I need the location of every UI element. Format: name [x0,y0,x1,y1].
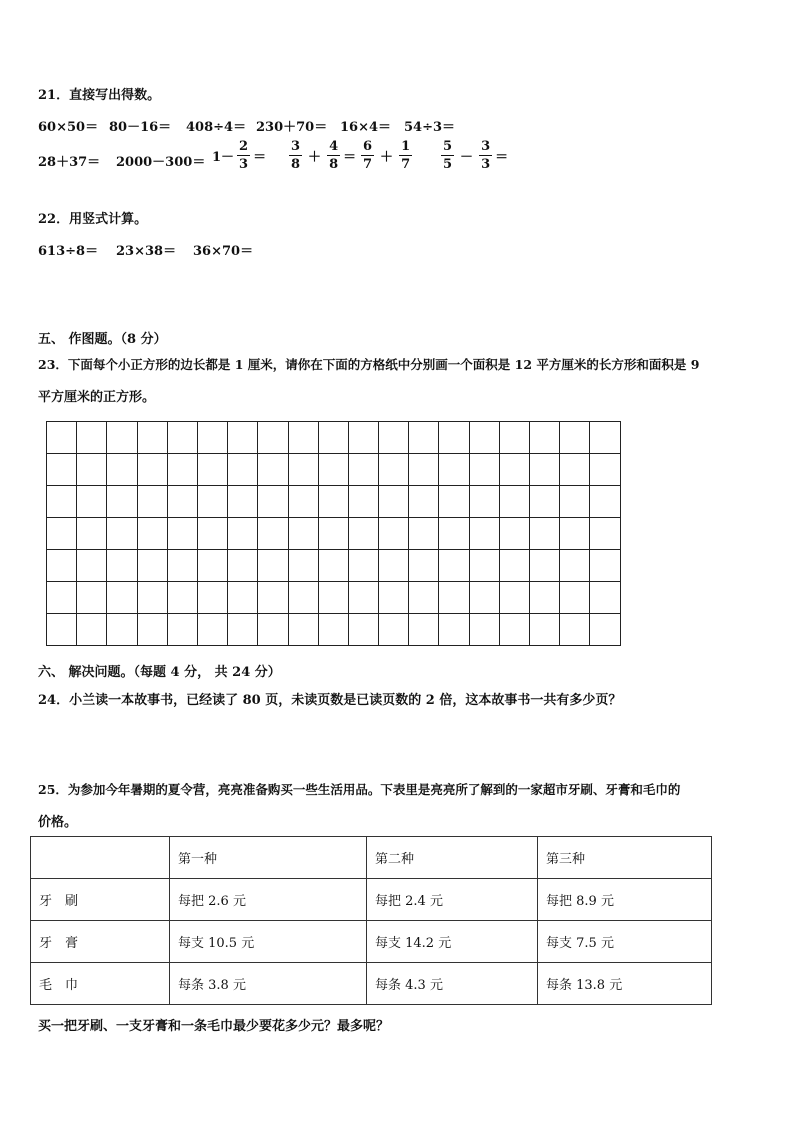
q21-fraction-expr-4 [438,140,508,171]
grid-cell[interactable] [318,614,348,646]
grid-row [47,614,621,646]
q22-item-1: 613÷8＝ [38,244,99,259]
grid-cell[interactable] [137,550,167,582]
grid-cell[interactable] [167,614,197,646]
table-cell: 每把 2.6 元 [170,879,367,921]
grid-cell[interactable] [379,550,409,582]
grid-row [47,582,621,614]
grid-cell[interactable] [77,486,107,518]
grid-cell[interactable] [107,454,137,486]
grid-cell[interactable] [107,422,137,454]
grid-cell[interactable] [560,582,590,614]
q22-item-3: 36×70＝ [193,244,254,259]
q21-r1-6: 54÷3＝ [404,120,456,135]
grid-row [47,422,621,454]
grid-cell[interactable] [560,486,590,518]
grid-cell[interactable] [439,422,469,454]
q25-line2: 价格。 [38,815,78,830]
grid-cell[interactable] [469,454,499,486]
grid-cell[interactable] [530,582,560,614]
grid-cell[interactable] [469,582,499,614]
grid-cell[interactable] [77,614,107,646]
grid-cell[interactable] [590,454,620,486]
grid-cell[interactable] [47,550,77,582]
grid-cell[interactable] [409,550,439,582]
q21-r1-1: 60×50＝ [38,120,99,135]
q21-fraction-expr-1 [212,140,266,171]
grid-cell[interactable] [197,582,227,614]
q25-line1: 25．为参加今年暑期的夏令营，亮亮准备购买一些生活用品。下表里是亮亮所了解到的一家超市牙刷、牙膏和毛巾的 [38,782,681,797]
q21-r2-2: 2000－300＝ [116,155,206,170]
denominator: 8 [291,157,301,172]
grid-cell[interactable] [167,582,197,614]
grid-cell[interactable] [228,550,258,582]
grid-cell[interactable] [167,486,197,518]
drawing-grid[interactable] [46,421,621,646]
grid-cell[interactable] [409,518,439,550]
grid-cell[interactable] [590,486,620,518]
q21-title: 21．直接写出得数。 [38,88,161,103]
grid-cell[interactable] [530,518,560,550]
grid-cell[interactable] [560,422,590,454]
grid-cell[interactable] [47,582,77,614]
grid-cell[interactable] [288,550,318,582]
price-table [30,836,712,1005]
grid-cell[interactable] [439,550,469,582]
grid-cell[interactable] [318,582,348,614]
grid-cell[interactable] [379,454,409,486]
grid-cell[interactable] [258,582,288,614]
grid-cell[interactable] [348,518,378,550]
grid-cell[interactable] [499,454,529,486]
grid-cell[interactable] [258,454,288,486]
grid-cell[interactable] [107,518,137,550]
grid-cell[interactable] [47,518,77,550]
grid-cell[interactable] [590,550,620,582]
denominator: 3 [481,157,491,172]
table-cell: 每把 2.4 元 [367,879,538,921]
grid-cell[interactable] [318,550,348,582]
denominator: 7 [401,157,411,172]
table-header-row [31,837,712,879]
denominator: 5 [443,157,453,172]
denominator: 7 [363,157,373,172]
grid-cell[interactable] [409,614,439,646]
grid-cell[interactable] [258,422,288,454]
grid-cell[interactable] [560,454,590,486]
fraction [399,140,412,171]
grid-cell[interactable] [77,550,107,582]
operator: ＋ [308,150,322,165]
grid-cell[interactable] [167,550,197,582]
grid-cell[interactable] [560,518,590,550]
section6-title: 六、 解决问题。（每题 4 分， 共 24 分） [38,665,281,680]
grid-row [47,518,621,550]
grid-cell[interactable] [590,614,620,646]
grid-cell[interactable] [167,454,197,486]
grid-cell[interactable] [499,518,529,550]
table-row [31,963,712,1005]
denominator: 3 [239,157,249,172]
grid-cell[interactable] [47,614,77,646]
grid-cell[interactable] [137,518,167,550]
grid-cell[interactable] [348,582,378,614]
grid-cell[interactable] [499,550,529,582]
fraction [441,140,454,171]
table-cell: 每把 8.9 元 [538,879,712,921]
table-cell: 毛 巾 [31,963,170,1005]
grid-cell[interactable] [499,582,529,614]
grid-cell[interactable] [530,454,560,486]
grid-cell[interactable] [137,614,167,646]
grid-cell[interactable] [379,422,409,454]
grid-cell[interactable] [197,422,227,454]
grid-cell[interactable] [107,486,137,518]
q23-line1: 23．下面每个小正方形的边长都是 1 厘米，请你在下面的方格纸中分别画一个面积是 12 平方厘米的长方形和面积是 9 [38,357,700,372]
equals-sign: ＝ [343,150,357,165]
table-header-cell: 第一种 [170,837,367,879]
fraction [479,140,492,171]
grid-cell[interactable] [137,454,167,486]
grid-cell[interactable] [137,422,167,454]
grid-cell[interactable] [288,454,318,486]
grid-cell[interactable] [228,582,258,614]
grid-cell[interactable] [469,614,499,646]
table-cell: 每条 13.8 元 [538,963,712,1005]
grid-cell[interactable] [47,486,77,518]
grid-cell[interactable] [288,614,318,646]
table-cell: 每支 10.5 元 [170,921,367,963]
grid-cell[interactable] [228,518,258,550]
equals-sign: ＝ [253,150,267,165]
grid-cell[interactable] [197,518,227,550]
grid-cell[interactable] [107,550,137,582]
grid-cell[interactable] [107,582,137,614]
fraction-lead: 1－ [212,150,235,165]
q21-fraction-expr-3 [358,140,415,171]
grid-cell[interactable] [409,582,439,614]
table-header-cell: 第二种 [367,837,538,879]
grid-cell[interactable] [499,614,529,646]
grid-cell[interactable] [590,582,620,614]
grid-cell[interactable] [77,454,107,486]
fraction [361,140,374,171]
grid-cell[interactable] [499,486,529,518]
q21-r1-5: 16×4＝ [340,120,392,135]
grid-cell[interactable] [439,486,469,518]
numerator: 2 [239,139,249,154]
table-cell: 每条 3.8 元 [170,963,367,1005]
grid-cell[interactable] [258,614,288,646]
grid-cell[interactable] [137,486,167,518]
grid-cell[interactable] [348,454,378,486]
grid-cell[interactable] [288,422,318,454]
grid-cell[interactable] [137,582,167,614]
grid-cell[interactable] [348,486,378,518]
numerator: 4 [329,139,339,154]
grid-cell[interactable] [167,422,197,454]
denominator: 8 [329,157,339,172]
grid-cell[interactable] [258,486,288,518]
numerator: 3 [291,139,301,154]
grid-cell[interactable] [379,486,409,518]
table-header-cell: 第三种 [538,837,712,879]
grid-cell[interactable] [77,518,107,550]
q21-r1-4: 230＋70＝ [256,120,328,135]
q21-r1-3: 408÷4＝ [186,120,247,135]
grid-cell[interactable] [197,454,227,486]
grid-cell[interactable] [560,550,590,582]
table-row [31,921,712,963]
grid-cell[interactable] [439,582,469,614]
grid-cell[interactable] [228,454,258,486]
grid-cell[interactable] [318,454,348,486]
equals-sign: ＝ [495,150,509,165]
table-cell: 每支 14.2 元 [367,921,538,963]
grid-cell[interactable] [379,614,409,646]
table-cell: 牙 刷 [31,879,170,921]
numerator: 3 [481,139,491,154]
grid-cell[interactable] [288,486,318,518]
grid-cell[interactable] [288,518,318,550]
grid-cell[interactable] [530,422,560,454]
q23-line2: 平方厘米的正方形。 [38,390,156,405]
grid-cell[interactable] [469,518,499,550]
numerator: 6 [363,139,373,154]
grid-cell[interactable] [379,582,409,614]
grid-cell[interactable] [379,518,409,550]
grid-cell[interactable] [439,518,469,550]
q25-question: 买一把牙刷、一支牙膏和一条毛巾最少要花多少元？最多呢？ [38,1019,390,1034]
fraction [327,140,340,171]
grid-cell[interactable] [560,614,590,646]
section5-title: 五、 作图题。（8 分） [38,332,167,347]
grid-row [47,454,621,486]
q22-item-2: 23×38＝ [116,244,177,259]
grid-cell[interactable] [530,486,560,518]
grid-cell[interactable] [228,422,258,454]
table-header-cell [31,837,170,879]
table-cell: 每条 4.3 元 [367,963,538,1005]
grid-cell[interactable] [47,454,77,486]
grid-cell[interactable] [469,422,499,454]
table-cell: 每支 7.5 元 [538,921,712,963]
grid-cell[interactable] [77,422,107,454]
grid-cell[interactable] [409,486,439,518]
numerator: 5 [443,139,453,154]
table-cell: 牙 膏 [31,921,170,963]
grid-cell[interactable] [197,614,227,646]
grid-cell[interactable] [228,486,258,518]
grid-cell[interactable] [197,486,227,518]
grid-row [47,550,621,582]
grid-cell[interactable] [348,550,378,582]
grid-cell[interactable] [288,582,318,614]
grid-row [47,486,621,518]
grid-cell[interactable] [318,518,348,550]
grid-cell[interactable] [197,550,227,582]
grid-cell[interactable] [439,454,469,486]
grid-cell[interactable] [469,486,499,518]
grid-cell[interactable] [439,614,469,646]
grid-cell[interactable] [348,422,378,454]
grid-cell[interactable] [258,550,288,582]
grid-cell[interactable] [258,518,288,550]
grid-cell[interactable] [590,518,620,550]
grid-cell[interactable] [167,518,197,550]
table-row [31,879,712,921]
grid-cell[interactable] [77,582,107,614]
numerator: 1 [401,139,411,154]
q21-r2-1: 28＋37＝ [38,155,101,170]
grid-cell[interactable] [499,422,529,454]
fraction [289,140,302,171]
grid-cell[interactable] [530,614,560,646]
grid-cell[interactable] [318,422,348,454]
grid-cell[interactable] [318,486,348,518]
q21-fraction-expr-2 [286,140,356,171]
operator: － [460,150,474,165]
grid-cell[interactable] [409,454,439,486]
fraction [237,140,250,171]
grid-cell[interactable] [47,422,77,454]
grid-cell[interactable] [228,614,258,646]
q24-text: 24．小兰读一本故事书，已经读了 80 页，未读页数是已读页数的 2 倍，这本故事书一共有多少页？ [38,693,622,708]
operator: ＋ [380,150,394,165]
grid-cell[interactable] [348,614,378,646]
q22-title: 22．用竖式计算。 [38,212,148,227]
grid-cell[interactable] [409,422,439,454]
grid-cell[interactable] [530,550,560,582]
q21-r1-2: 80－16＝ [109,120,172,135]
grid-cell[interactable] [590,422,620,454]
grid-cell[interactable] [107,614,137,646]
grid-cell[interactable] [469,550,499,582]
